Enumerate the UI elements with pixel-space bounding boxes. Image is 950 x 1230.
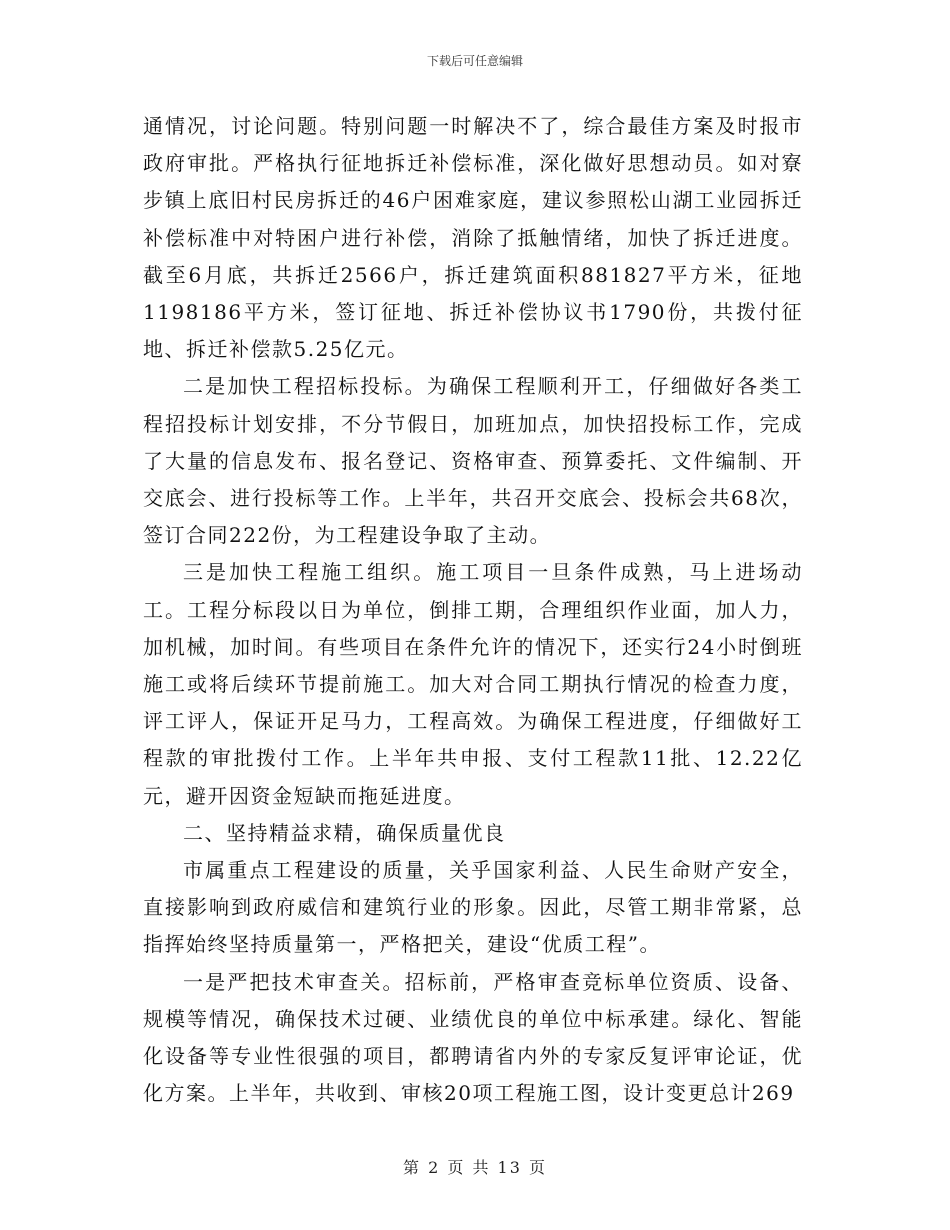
document-body	[143, 108, 803, 1112]
paragraph-1: 通情况，讨论问题。特别问题一时解决不了，综合最佳方案及时报市政府审批。严格执行征地拆迁补偿标准，深化做好思想动员。如对寮步镇上底旧村民房拆迁的46户困难家庭，建议参照松山湖工业园拆迁补偿标准中对特困户进行补偿，消除了抵触情绪，加快了拆迁进度。截至6月底，共拆迁2566户，拆迁建筑面积881827平方米，征地1198186平方米，签订征地、拆迁补偿协议书1790份，共拨付征地、拆迁补偿款5.25亿元。	[143, 114, 803, 362]
section-heading: 二、坚持精益求精，确保质量优良	[183, 820, 506, 845]
paragraph-5: 一是严把技术审查关。招标前，严格审查竞标单位资质、设备、规模等情况，确保技术过硬、业绩优良的单位中标承建。绿化、智能化设备等专业性很强的项目，都聘请省内外的专家反复评审论证，优化方案。上半年，共收到、审核20项工程施工图，设计变更总计269	[143, 969, 803, 1106]
page-header-note: 下载后可任意编辑	[426, 54, 523, 68]
paragraph-2: 二是加快工程招标投标。为确保工程顺利开工，仔细做好各类工程招投标计划安排，不分节假日，加班加点，加快招投标工作，完成了大量的信息发布、报名登记、资格审查、预算委托、文件编制、开交底会、进行投标等工作。上半年，共召开交底会、投标会共68次，签订合同222份，为工程建设争取了主动。	[143, 374, 803, 548]
paragraph-3: 三是加快工程施工组织。施工项目一旦条件成熟，马上进场动工。工程分标段以日为单位，倒排工期，合理组织作业面，加人力，加机械，加时间。有些项目在条件允许的情况下，还实行24小时倒班施工或将后续环节提前施工。加大对合同工期执行情况的检查力度，评工评人，保证开足马力，工程高效。为确保工程进度，仔细做好工程款的审批拨付工作。上半年共申报、支付工程款11批、12.22亿元，避开因资金短缺而拖延进度。	[143, 560, 803, 808]
page-number-footer: 第 2 页 共 13 页	[403, 1158, 547, 1177]
paragraph-4: 市属重点工程建设的质量，关乎国家利益、人民生命财产安全，直接影响到政府威信和建筑行业的形象。因此，尽管工期非常紧，总指挥始终坚持质量第一，严格把关，建设“优质工程”。	[143, 858, 803, 957]
